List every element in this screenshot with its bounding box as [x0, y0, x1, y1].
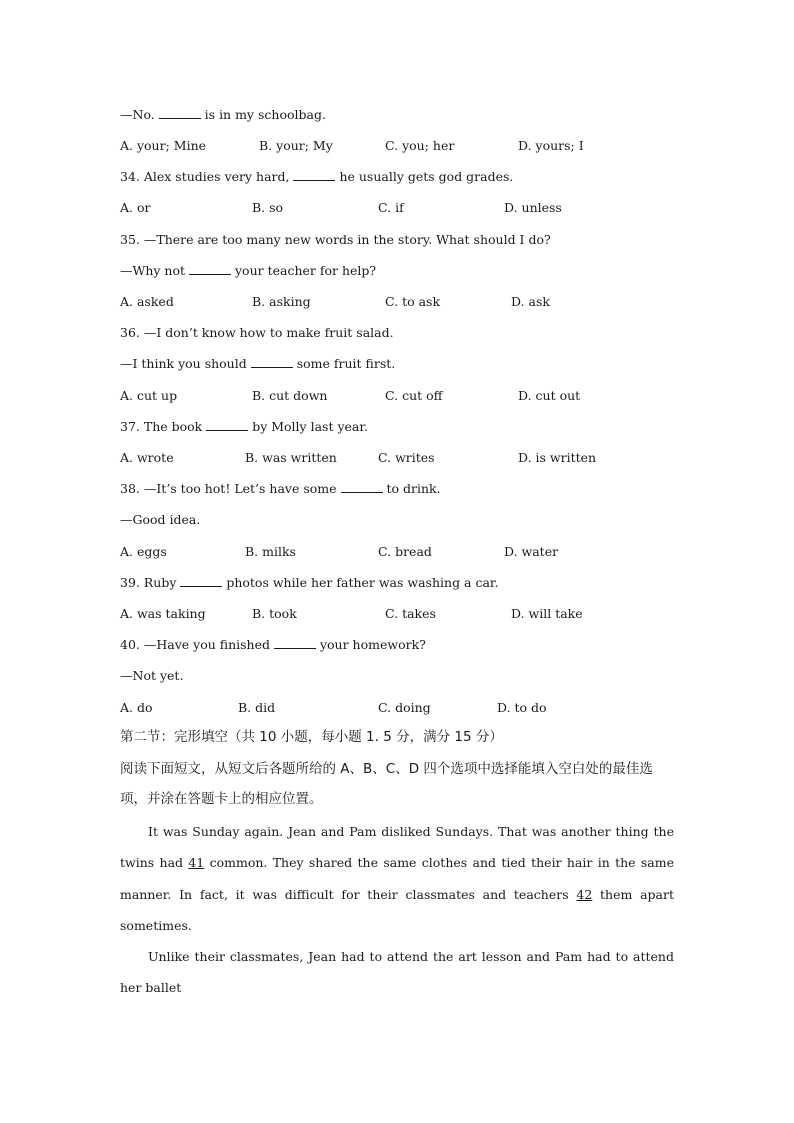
section-heading: 第二节：完形填空（共 10 小题，每小题 1. 5 分，满分 15 分） — [120, 729, 503, 745]
q36-reply: —I think you should some fruit first. — [120, 356, 396, 371]
option-d: D. unless — [504, 200, 562, 215]
option-d: D. cut out — [518, 388, 581, 403]
option-c: C. takes — [385, 606, 436, 621]
answer-blank — [159, 107, 201, 119]
q40-stem: 40. —Have you finished your homework? — [120, 637, 426, 652]
option-b: B. milks — [245, 544, 296, 559]
q37-stem: 37. The book by Molly last year. — [120, 419, 368, 434]
q39-options — [120, 606, 680, 622]
option-a: A. was taking — [120, 606, 206, 621]
section-instructions-line1: 阅读下面短文，从短文后各题所给的 A、B、C、D 四个选项中选择能填入空白处的最佳选 — [120, 761, 653, 777]
option-b: B. asking — [252, 294, 311, 309]
q40-options — [120, 700, 680, 716]
answer-blank — [180, 575, 222, 587]
option-a: A. wrote — [120, 450, 174, 465]
q33-options — [120, 138, 680, 154]
option-a: A. do — [120, 700, 153, 715]
answer-blank — [189, 263, 231, 275]
option-c: C. writes — [378, 450, 435, 465]
option-a: A. eggs — [120, 544, 167, 559]
section-instructions-line2: 项，并涂在答题卡上的相应位置。 — [120, 791, 323, 807]
option-c: C. you; her — [385, 138, 455, 153]
option-b: B. so — [252, 200, 284, 215]
option-d: D. ask — [511, 294, 550, 309]
q40-reply: —Not yet. — [120, 668, 184, 683]
option-d: D. will take — [511, 606, 583, 621]
cloze-blank-42: 42 — [576, 886, 593, 902]
option-d: D. to do — [497, 700, 547, 715]
q35-options — [120, 294, 680, 310]
answer-blank — [293, 169, 335, 181]
option-c: C. if — [378, 200, 404, 215]
answer-blank — [251, 356, 293, 368]
answer-blank — [206, 419, 248, 431]
option-c: C. bread — [378, 544, 432, 559]
option-a: A. asked — [120, 294, 174, 309]
answer-blank — [341, 481, 383, 493]
option-d: D. yours; I — [518, 138, 584, 153]
passage-paragraph-1: It was Sunday again. Jean and Pam disliked Sundays. That was another thing the twins had 41 common. They shared the same clothes and tied their hair in the same manner. In fact, it was difficult for their classmates and teachers 42 them apart sometimes. — [120, 824, 674, 933]
q37-options — [120, 450, 680, 466]
q38-reply: —Good idea. — [120, 512, 201, 527]
option-a: A. cut up — [120, 388, 178, 403]
option-c: C. doing — [378, 700, 431, 715]
option-b: B. was written — [245, 450, 337, 465]
q38-stem: 38. —It’s too hot! Let’s have some to drink. — [120, 481, 441, 496]
q39-stem: 39. Ruby photos while her father was washing a car. — [120, 575, 499, 590]
q34-options — [120, 200, 680, 216]
q34-stem: 34. Alex studies very hard, he usually gets god grades. — [120, 169, 514, 184]
passage-paragraph-2: Unlike their classmates, Jean had to attend the art lesson and Pam had to attend her ballet — [120, 949, 674, 996]
option-b: B. took — [252, 606, 297, 621]
answer-blank — [274, 637, 316, 649]
option-d: D. is written — [518, 450, 597, 465]
option-b: B. did — [238, 700, 276, 715]
option-d: D. water — [504, 544, 559, 559]
q36-options — [120, 388, 680, 404]
option-a: A. your; Mine — [120, 138, 207, 153]
cloze-blank-41: 41 — [188, 855, 205, 871]
q35-stem: 35. —There are too many new words in the story. What should I do? — [120, 232, 551, 247]
option-c: C. cut off — [385, 388, 443, 403]
option-b: B. your; My — [259, 138, 333, 153]
option-c: C. to ask — [385, 294, 441, 309]
option-a: A. or — [120, 200, 151, 215]
option-b: B. cut down — [252, 388, 328, 403]
q36-stem: 36. —I don’t know how to make fruit salad. — [120, 325, 394, 340]
q33-answer-line: —No. is in my schoolbag. — [120, 107, 326, 122]
q35-reply: —Why not your teacher for help? — [120, 263, 377, 278]
q38-options — [120, 544, 680, 560]
